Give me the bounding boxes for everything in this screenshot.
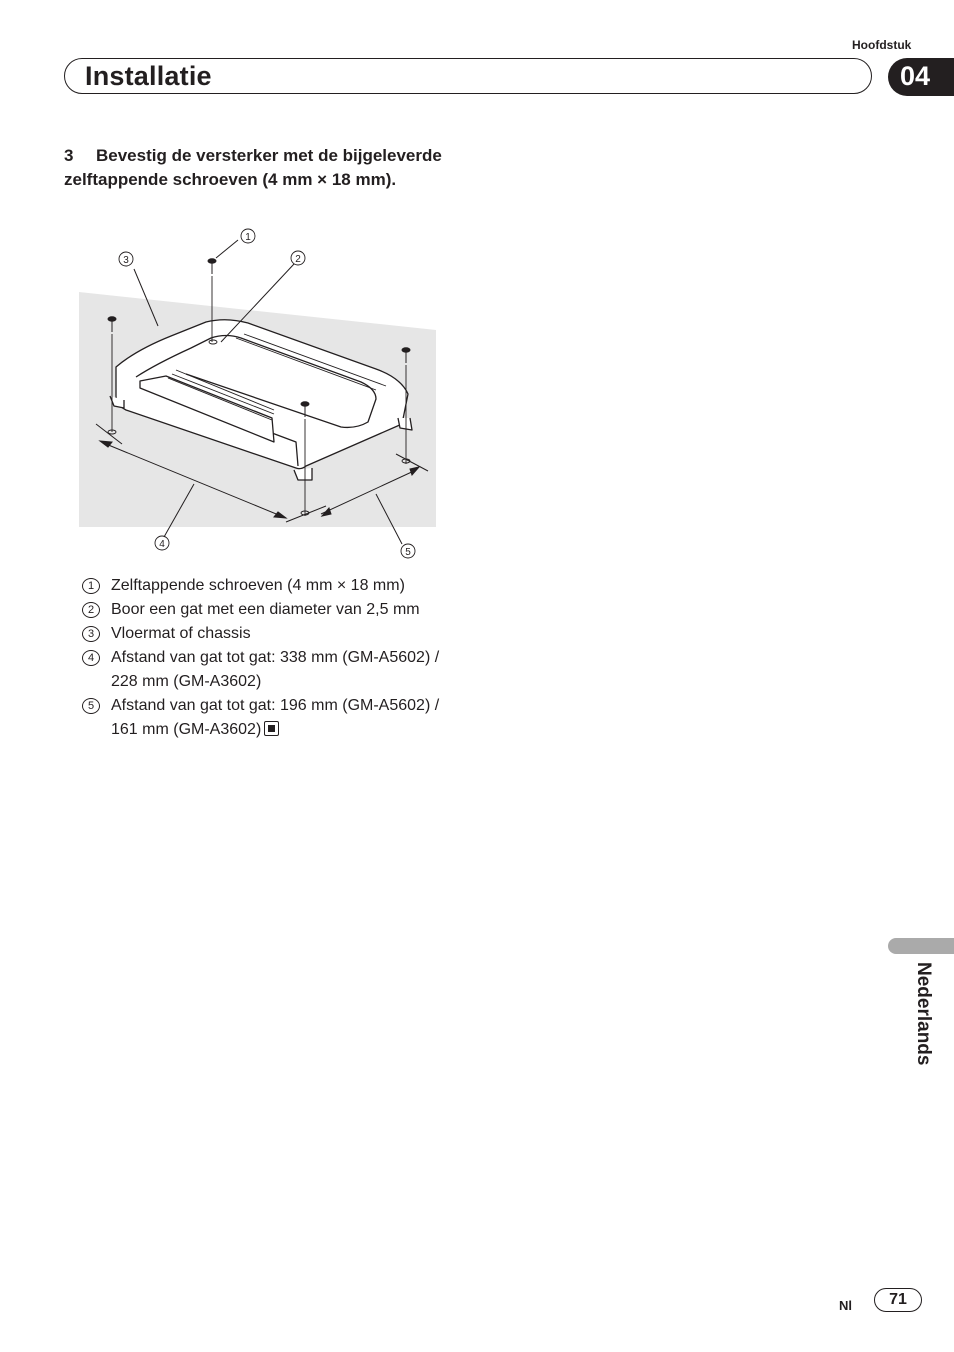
legend-item xyxy=(82,646,452,694)
footer-language-code: Nl xyxy=(839,1298,852,1313)
step-number: 3 xyxy=(64,146,74,165)
legend-text: Afstand van gat tot gat: 196 mm (GM-A5602) / 161 mm (GM-A3602) xyxy=(111,697,440,738)
callout-5: 5 xyxy=(405,547,411,558)
screw-icon xyxy=(402,348,410,352)
legend-item xyxy=(82,574,452,598)
figure-legend xyxy=(82,574,452,742)
installation-figure xyxy=(76,224,446,569)
screw-icon xyxy=(108,317,116,321)
step-heading xyxy=(64,144,449,192)
page-number: 71 xyxy=(874,1288,922,1312)
legend-number: 3 xyxy=(82,626,100,642)
legend-item xyxy=(82,622,452,646)
callout-2: 2 xyxy=(295,254,301,265)
end-of-section-icon xyxy=(264,721,279,736)
section-title-bar xyxy=(64,58,872,94)
legend-number: 5 xyxy=(82,698,100,714)
chapter-label: Hoofdstuk xyxy=(852,38,912,52)
legend-text: Zelftappende schroeven (4 mm × 18 mm) xyxy=(111,577,405,594)
chapter-number: 04 xyxy=(900,61,931,91)
chapter-tab xyxy=(888,58,954,96)
amplifier-mounting-diagram xyxy=(76,224,446,564)
legend-text: Afstand van gat tot gat: 338 mm (GM-A5602) / 228 mm (GM-A3602) xyxy=(111,649,440,690)
legend-text: Vloermat of chassis xyxy=(111,625,251,642)
legend-number: 2 xyxy=(82,602,100,618)
legend-number: 1 xyxy=(82,578,100,594)
step-text: Bevestig de versterker met de bijgeleverde zelftappende schroeven (4 mm × 18 mm). xyxy=(64,146,442,189)
callout-3: 3 xyxy=(123,255,129,266)
screw-icon xyxy=(301,402,309,406)
section-title: Installatie xyxy=(85,61,212,91)
screw-icon xyxy=(208,259,216,263)
legend-item xyxy=(82,598,452,622)
language-tab xyxy=(888,938,954,954)
legend-item xyxy=(82,694,452,742)
callout-1: 1 xyxy=(245,232,251,243)
legend-text: Boor een gat met een diameter van 2,5 mm xyxy=(111,601,420,618)
callout-4: 4 xyxy=(159,539,165,550)
language-label: Nederlands xyxy=(913,962,934,1066)
legend-number: 4 xyxy=(82,650,100,666)
